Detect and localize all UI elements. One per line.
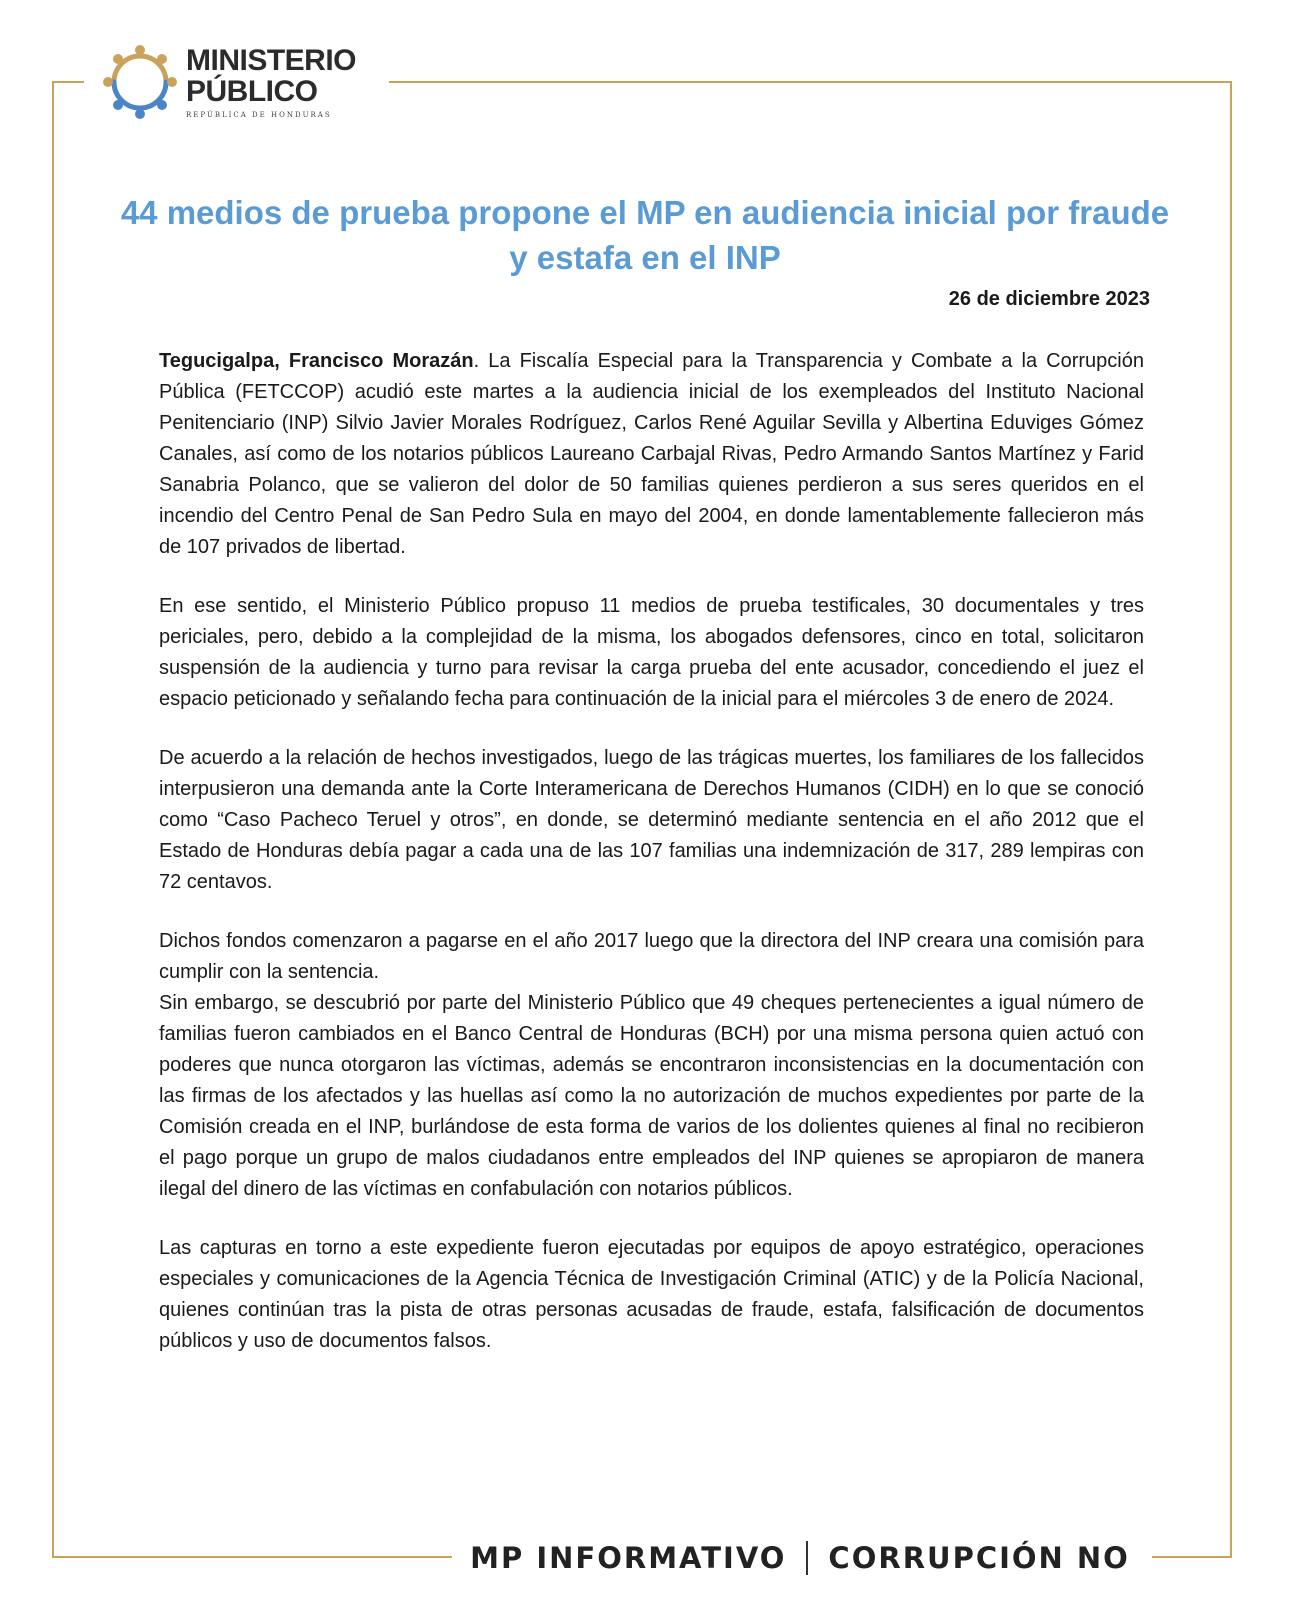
paragraph-1-text: . La Fiscalía Especial para la Transparencia y Combate a la Corrupción Pública (FETCCOP) acudió este martes a la audiencia inicial de los exempleados del Instituto Nacional Penitenciario (INP) Silvio Javier Morales Rodríguez, Carlos René Aguilar Sevilla y Albertina Eduviges Gómez Canales, así como de los notarios públicos Laureano Carbajal Rivas, Pedro Armando Santos Martínez y Farid Sanabria Polanco, que se valieron del dolor de 50 familias quienes perdieron a sus seres queridos en el incendio del Centro Penal de San Pedro Sula en mayo del 2004, en donde lamentablemente fallecieron más de 107 privados de libertad. bbox=[159, 350, 1144, 558]
press-release-body bbox=[159, 346, 1144, 1385]
logo-line-ministerio: MINISTERIO bbox=[186, 44, 357, 77]
footer-divider bbox=[806, 1541, 808, 1575]
footer-mp-informativo: MP INFORMATIVO bbox=[470, 1541, 787, 1575]
paragraph-6: Las capturas en torno a este expediente fueron ejecutadas por equipos de apoyo estratégico, operaciones especiales y comunicaciones de la Agencia Técnica de Investigación Criminal (ATIC) y de la Policía Nacional, quienes continúan tras la pista de otras personas acusadas de fraude, estafa, falsificación de documentos públicos y uso de documentos falsos. bbox=[159, 1237, 1144, 1352]
logo-line-publico: PÚBLICO bbox=[186, 75, 318, 108]
paragraph-1 bbox=[159, 346, 1144, 563]
ministerio-publico-logo bbox=[100, 42, 356, 122]
people-circle-emblem-icon bbox=[100, 42, 180, 122]
paragraph-2: En ese sentido, el Ministerio Público propuso 11 medios de prueba testificales, 30 documentales y tres periciales, pero, debido a la complejidad de la misma, los abogados defensores, cinco en total, solicitaron suspensión de la audiencia y turno para revisar la carga prueba del ente acusador, concediendo el juez el espacio peticionado y señalando fecha para continuación de la inicial para el miércoles 3 de enero de 2024. bbox=[159, 595, 1144, 710]
paragraph-5: Sin embargo, se descubrió por parte del Ministerio Público que 49 cheques pertenecientes a igual número de familias fueron cambiados en el Banco Central de Honduras (BCH) por una misma persona quien actuó con poderes que nunca otorgaron las víctimas, además se encontraron inconsistencias en la documentación con las firmas de los afectados y las huellas así como la no autorización de muchos expedientes por parte de la Comisión creada en el INP, burlándose de esta forma de varios de los dolientes quienes al final no recibieron el pago porque un grupo de malos ciudadanos entre empleados del INP quienes se apropiaron de manera ilegal del dinero de las víctimas en confabulación con notarios públicos. bbox=[159, 992, 1144, 1200]
publication-date: 26 de diciembre 2023 bbox=[948, 288, 1150, 310]
paragraph-1-dateline: Tegucigalpa, Francisco Morazán bbox=[159, 350, 474, 372]
logo-wordmark bbox=[186, 45, 356, 119]
footer-corrupcion-no: CORRUPCIÓN NO bbox=[828, 1541, 1130, 1575]
logo-subtitle: REPÚBLICA DE HONDURAS bbox=[186, 111, 332, 119]
paragraph-4: Dichos fondos comenzaron a pagarse en el año 2017 luego que la directora del INP creara una comisión para cumplir con la sentencia. bbox=[159, 930, 1144, 983]
footer-slogan bbox=[460, 1541, 1140, 1575]
paragraph-3: De acuerdo a la relación de hechos investigados, luego de las trágicas muertes, los familiares de los fallecidos interpusieron una demanda ante la Corte Interamericana de Derechos Humanos (CIDH) en lo que se conoció como “Caso Pacheco Teruel y otros”, en donde, se determinó mediante sentencia en el año 2012 que el Estado de Honduras debía pagar a cada una de las 107 familias una indemnización de 317, 289 lempiras con 72 centavos. bbox=[159, 747, 1144, 893]
press-release-title: 44 medios de prueba propone el MP en audiencia inicial por fraude y estafa en el INP bbox=[120, 194, 1170, 276]
